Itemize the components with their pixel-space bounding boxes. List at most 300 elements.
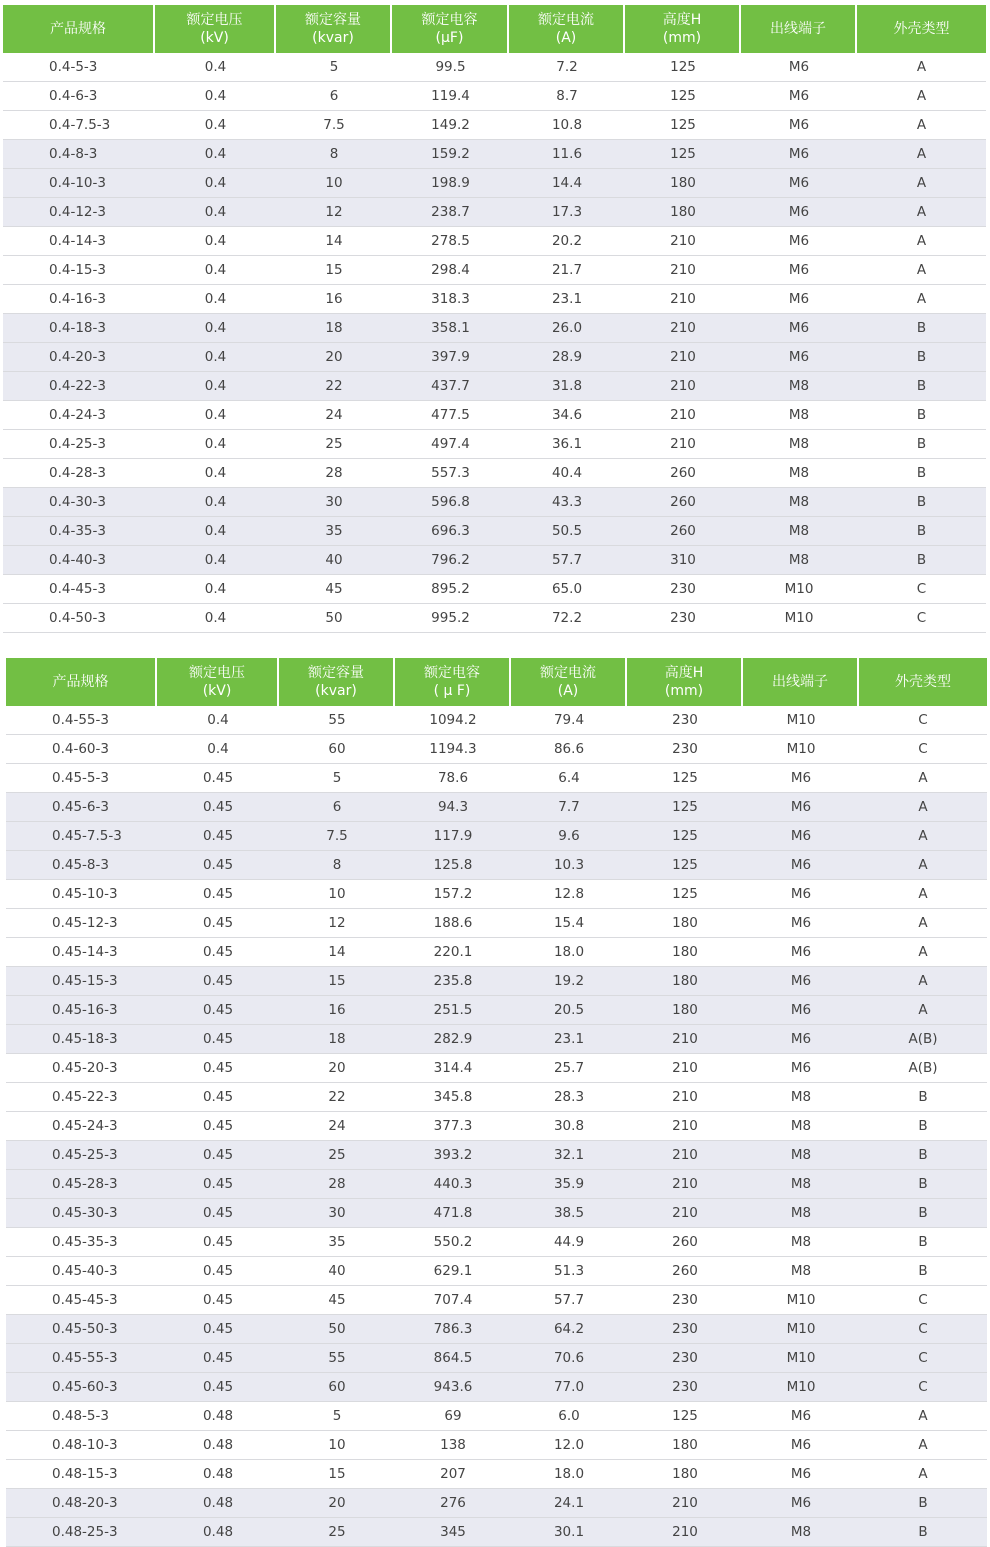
cell-housing: B xyxy=(857,488,986,517)
cell-height: 210 xyxy=(627,1170,743,1199)
cell-model: 0.48-20-3 xyxy=(6,1489,157,1518)
cell-capacitance: 995.2 xyxy=(392,604,509,633)
cell-housing: B xyxy=(857,314,986,343)
cell-housing: A xyxy=(857,53,986,82)
cell-current: 7.2 xyxy=(509,53,625,82)
cell-voltage: 0.4 xyxy=(155,82,276,111)
cell-terminal: M8 xyxy=(743,1083,859,1112)
cell-housing: B xyxy=(859,1141,987,1170)
cell-terminal: M6 xyxy=(741,140,857,169)
cell-voltage: 0.45 xyxy=(157,880,279,909)
table-row xyxy=(6,1460,987,1489)
cell-height: 260 xyxy=(627,1228,743,1257)
cell-terminal: M8 xyxy=(743,1518,859,1547)
cell-capacitance: 377.3 xyxy=(395,1112,511,1141)
cell-height: 230 xyxy=(627,706,743,735)
cell-capacitance: 440.3 xyxy=(395,1170,511,1199)
table-row xyxy=(3,343,986,372)
cell-capacity: 18 xyxy=(279,1025,395,1054)
cell-current: 50.5 xyxy=(509,517,625,546)
cell-capacity: 8 xyxy=(279,851,395,880)
cell-terminal: M8 xyxy=(741,459,857,488)
cell-housing: A xyxy=(859,1431,987,1460)
cell-capacitance: 188.6 xyxy=(395,909,511,938)
cell-housing: A xyxy=(859,909,987,938)
cell-height: 125 xyxy=(627,822,743,851)
cell-capacitance: 117.9 xyxy=(395,822,511,851)
cell-housing: A xyxy=(857,256,986,285)
cell-capacity: 5 xyxy=(276,53,392,82)
table-row xyxy=(3,517,986,546)
cell-capacity: 15 xyxy=(279,1460,395,1489)
cell-capacity: 22 xyxy=(279,1083,395,1112)
cell-housing: C xyxy=(859,1344,987,1373)
table-row xyxy=(6,793,987,822)
cell-voltage: 0.4 xyxy=(155,401,276,430)
cell-capacity: 45 xyxy=(276,575,392,604)
cell-model: 0.45-6-3 xyxy=(6,793,157,822)
cell-capacitance: 149.2 xyxy=(392,111,509,140)
cell-height: 125 xyxy=(625,82,741,111)
cell-voltage: 0.4 xyxy=(155,285,276,314)
cell-model: 0.45-45-3 xyxy=(6,1286,157,1315)
cell-capacity: 30 xyxy=(279,1199,395,1228)
header-model: 产品规格 xyxy=(3,5,155,53)
cell-current: 23.1 xyxy=(509,285,625,314)
table-row xyxy=(3,111,986,140)
table-row xyxy=(3,256,986,285)
cell-capacity: 25 xyxy=(276,430,392,459)
cell-capacity: 20 xyxy=(279,1489,395,1518)
cell-capacity: 7.5 xyxy=(276,111,392,140)
cell-capacitance: 707.4 xyxy=(395,1286,511,1315)
cell-terminal: M8 xyxy=(743,1257,859,1286)
cell-housing: A xyxy=(859,996,987,1025)
cell-current: 40.4 xyxy=(509,459,625,488)
cell-capacitance: 786.3 xyxy=(395,1315,511,1344)
cell-capacitance: 276 xyxy=(395,1489,511,1518)
table-row xyxy=(6,1054,987,1083)
cell-terminal: M8 xyxy=(743,1199,859,1228)
table-row xyxy=(3,314,986,343)
table-row xyxy=(6,996,987,1025)
cell-capacity: 5 xyxy=(279,764,395,793)
cell-current: 64.2 xyxy=(511,1315,627,1344)
cell-model: 0.45-15-3 xyxy=(6,967,157,996)
cell-model: 0.45-22-3 xyxy=(6,1083,157,1112)
cell-current: 15.4 xyxy=(511,909,627,938)
table-row xyxy=(6,1228,987,1257)
header-row xyxy=(3,5,986,53)
cell-current: 43.3 xyxy=(509,488,625,517)
cell-terminal: M6 xyxy=(741,256,857,285)
table-row xyxy=(6,1373,987,1402)
cell-capacitance: 78.6 xyxy=(395,764,511,793)
cell-housing: A(B) xyxy=(859,1054,987,1083)
cell-current: 57.7 xyxy=(509,546,625,575)
cell-capacitance: 207 xyxy=(395,1460,511,1489)
cell-capacitance: 629.1 xyxy=(395,1257,511,1286)
cell-terminal: M10 xyxy=(743,1315,859,1344)
cell-height: 260 xyxy=(625,459,741,488)
cell-voltage: 0.4 xyxy=(155,140,276,169)
cell-housing: A xyxy=(859,1402,987,1431)
cell-capacitance: 796.2 xyxy=(392,546,509,575)
cell-current: 36.1 xyxy=(509,430,625,459)
table-row xyxy=(3,140,986,169)
cell-capacitance: 138 xyxy=(395,1431,511,1460)
cell-voltage: 0.4 xyxy=(155,488,276,517)
cell-height: 310 xyxy=(625,546,741,575)
cell-capacity: 24 xyxy=(279,1112,395,1141)
cell-terminal: M10 xyxy=(741,575,857,604)
cell-capacitance: 345 xyxy=(395,1518,511,1547)
cell-height: 125 xyxy=(627,1402,743,1431)
table-row xyxy=(3,372,986,401)
cell-height: 180 xyxy=(627,1431,743,1460)
cell-voltage: 0.45 xyxy=(157,1344,279,1373)
cell-terminal: M6 xyxy=(741,285,857,314)
cell-current: 17.3 xyxy=(509,198,625,227)
cell-capacitance: 471.8 xyxy=(395,1199,511,1228)
cell-capacitance: 895.2 xyxy=(392,575,509,604)
cell-capacity: 40 xyxy=(276,546,392,575)
cell-voltage: 0.4 xyxy=(155,575,276,604)
cell-capacity: 14 xyxy=(279,938,395,967)
table-row xyxy=(3,401,986,430)
cell-capacitance: 397.9 xyxy=(392,343,509,372)
cell-capacity: 28 xyxy=(276,459,392,488)
cell-voltage: 0.45 xyxy=(157,1257,279,1286)
table-row xyxy=(6,1199,987,1228)
cell-housing: B xyxy=(859,1518,987,1547)
cell-housing: B xyxy=(857,372,986,401)
cell-housing: A xyxy=(857,82,986,111)
table-row xyxy=(3,459,986,488)
cell-capacitance: 198.9 xyxy=(392,169,509,198)
header-terminal: 出线端子 xyxy=(743,658,859,706)
table-row xyxy=(3,227,986,256)
cell-capacity: 7.5 xyxy=(279,822,395,851)
cell-terminal: M6 xyxy=(741,314,857,343)
cell-capacitance: 125.8 xyxy=(395,851,511,880)
cell-height: 180 xyxy=(625,169,741,198)
cell-voltage: 0.45 xyxy=(157,1083,279,1112)
cell-housing: B xyxy=(859,1228,987,1257)
cell-terminal: M6 xyxy=(743,851,859,880)
cell-terminal: M10 xyxy=(743,1286,859,1315)
cell-model: 0.4-25-3 xyxy=(3,430,155,459)
cell-capacity: 55 xyxy=(279,706,395,735)
cell-housing: B xyxy=(857,546,986,575)
cell-housing: A xyxy=(859,793,987,822)
cell-voltage: 0.45 xyxy=(157,1199,279,1228)
cell-height: 180 xyxy=(627,996,743,1025)
cell-terminal: M6 xyxy=(743,1402,859,1431)
cell-capacitance: 497.4 xyxy=(392,430,509,459)
cell-terminal: M6 xyxy=(743,938,859,967)
spec-table-2 xyxy=(6,658,987,1547)
cell-housing: A xyxy=(859,967,987,996)
cell-housing: A xyxy=(859,764,987,793)
cell-terminal: M6 xyxy=(743,793,859,822)
cell-capacitance: 238.7 xyxy=(392,198,509,227)
cell-terminal: M6 xyxy=(743,822,859,851)
cell-current: 34.6 xyxy=(509,401,625,430)
table-row xyxy=(3,53,986,82)
cell-capacitance: 696.3 xyxy=(392,517,509,546)
cell-housing: B xyxy=(859,1083,987,1112)
header-voltage: 额定电压 (kV) xyxy=(157,658,279,706)
cell-current: 9.6 xyxy=(511,822,627,851)
cell-model: 0.4-14-3 xyxy=(3,227,155,256)
cell-capacity: 45 xyxy=(279,1286,395,1315)
table-row xyxy=(6,764,987,793)
cell-height: 125 xyxy=(627,880,743,909)
cell-model: 0.4-20-3 xyxy=(3,343,155,372)
cell-capacitance: 69 xyxy=(395,1402,511,1431)
cell-model: 0.48-5-3 xyxy=(6,1402,157,1431)
cell-current: 20.5 xyxy=(511,996,627,1025)
cell-model: 0.45-30-3 xyxy=(6,1199,157,1228)
cell-current: 79.4 xyxy=(511,706,627,735)
cell-height: 210 xyxy=(625,401,741,430)
cell-current: 26.0 xyxy=(509,314,625,343)
cell-voltage: 0.45 xyxy=(157,938,279,967)
cell-current: 10.3 xyxy=(511,851,627,880)
header-capacity: 额定容量 (kvar) xyxy=(276,5,392,53)
cell-voltage: 0.45 xyxy=(157,1112,279,1141)
cell-housing: A xyxy=(859,822,987,851)
cell-model: 0.4-5-3 xyxy=(3,53,155,82)
table-body xyxy=(3,53,986,633)
cell-voltage: 0.45 xyxy=(157,1228,279,1257)
cell-voltage: 0.4 xyxy=(155,459,276,488)
table-row xyxy=(6,1344,987,1373)
cell-capacitance: 278.5 xyxy=(392,227,509,256)
cell-capacitance: 943.6 xyxy=(395,1373,511,1402)
cell-capacity: 10 xyxy=(276,169,392,198)
cell-model: 0.4-7.5-3 xyxy=(3,111,155,140)
table-row xyxy=(3,430,986,459)
cell-height: 230 xyxy=(625,575,741,604)
cell-current: 20.2 xyxy=(509,227,625,256)
cell-capacitance: 437.7 xyxy=(392,372,509,401)
cell-model: 0.45-55-3 xyxy=(6,1344,157,1373)
cell-voltage: 0.45 xyxy=(157,1054,279,1083)
cell-housing: A xyxy=(859,851,987,880)
cell-capacity: 24 xyxy=(276,401,392,430)
cell-capacity: 10 xyxy=(279,880,395,909)
table-row xyxy=(3,82,986,111)
header-housing: 外壳类型 xyxy=(859,658,987,706)
cell-height: 210 xyxy=(627,1112,743,1141)
cell-capacitance: 318.3 xyxy=(392,285,509,314)
cell-model: 0.48-25-3 xyxy=(6,1518,157,1547)
cell-current: 18.0 xyxy=(511,938,627,967)
cell-housing: A xyxy=(857,198,986,227)
cell-terminal: M10 xyxy=(743,735,859,764)
cell-housing: A xyxy=(857,111,986,140)
table-row xyxy=(3,285,986,314)
cell-housing: A xyxy=(859,880,987,909)
cell-capacity: 50 xyxy=(279,1315,395,1344)
cell-capacity: 25 xyxy=(279,1518,395,1547)
cell-height: 125 xyxy=(627,851,743,880)
cell-voltage: 0.4 xyxy=(155,546,276,575)
table-row xyxy=(6,1257,987,1286)
cell-current: 7.7 xyxy=(511,793,627,822)
cell-model: 0.45-60-3 xyxy=(6,1373,157,1402)
cell-housing: A xyxy=(857,285,986,314)
cell-voltage: 0.4 xyxy=(155,256,276,285)
table-row xyxy=(6,1431,987,1460)
cell-terminal: M6 xyxy=(743,1054,859,1083)
cell-voltage: 0.4 xyxy=(155,198,276,227)
table-row xyxy=(3,488,986,517)
cell-current: 11.6 xyxy=(509,140,625,169)
cell-height: 180 xyxy=(627,967,743,996)
cell-capacity: 14 xyxy=(276,227,392,256)
cell-terminal: M8 xyxy=(743,1112,859,1141)
table-row xyxy=(6,735,987,764)
cell-model: 0.45-50-3 xyxy=(6,1315,157,1344)
cell-terminal: M8 xyxy=(741,401,857,430)
cell-voltage: 0.45 xyxy=(157,1286,279,1315)
cell-capacitance: 94.3 xyxy=(395,793,511,822)
cell-voltage: 0.45 xyxy=(157,909,279,938)
cell-voltage: 0.4 xyxy=(155,517,276,546)
cell-terminal: M10 xyxy=(743,706,859,735)
cell-height: 210 xyxy=(627,1054,743,1083)
cell-terminal: M6 xyxy=(743,1431,859,1460)
cell-height: 230 xyxy=(627,1373,743,1402)
cell-capacitance: 550.2 xyxy=(395,1228,511,1257)
cell-model: 0.45-10-3 xyxy=(6,880,157,909)
table-row xyxy=(6,909,987,938)
cell-terminal: M6 xyxy=(741,198,857,227)
cell-terminal: M8 xyxy=(741,488,857,517)
cell-voltage: 0.4 xyxy=(155,169,276,198)
cell-housing: C xyxy=(859,1286,987,1315)
cell-housing: C xyxy=(857,575,986,604)
cell-current: 30.8 xyxy=(511,1112,627,1141)
cell-height: 180 xyxy=(627,909,743,938)
table-row xyxy=(6,967,987,996)
cell-capacitance: 314.4 xyxy=(395,1054,511,1083)
cell-current: 35.9 xyxy=(511,1170,627,1199)
cell-housing: B xyxy=(859,1170,987,1199)
cell-height: 125 xyxy=(627,764,743,793)
cell-housing: C xyxy=(857,604,986,633)
cell-model: 0.45-18-3 xyxy=(6,1025,157,1054)
cell-height: 210 xyxy=(627,1141,743,1170)
cell-capacitance: 282.9 xyxy=(395,1025,511,1054)
cell-height: 125 xyxy=(625,53,741,82)
header-voltage: 额定电压 (kV) xyxy=(155,5,276,53)
cell-housing: A(B) xyxy=(859,1025,987,1054)
cell-terminal: M6 xyxy=(743,1025,859,1054)
cell-height: 230 xyxy=(627,1344,743,1373)
cell-height: 210 xyxy=(625,430,741,459)
cell-current: 24.1 xyxy=(511,1489,627,1518)
table-row xyxy=(6,938,987,967)
cell-capacitance: 235.8 xyxy=(395,967,511,996)
cell-current: 8.7 xyxy=(509,82,625,111)
cell-current: 19.2 xyxy=(511,967,627,996)
table-row xyxy=(6,1025,987,1054)
table-row xyxy=(6,1083,987,1112)
cell-voltage: 0.48 xyxy=(157,1518,279,1547)
header-height: 高度H (mm) xyxy=(625,5,741,53)
cell-current: 44.9 xyxy=(511,1228,627,1257)
cell-terminal: M6 xyxy=(741,343,857,372)
cell-terminal: M6 xyxy=(743,764,859,793)
cell-capacity: 50 xyxy=(276,604,392,633)
cell-capacity: 10 xyxy=(279,1431,395,1460)
cell-housing: C xyxy=(859,706,987,735)
cell-model: 0.45-35-3 xyxy=(6,1228,157,1257)
cell-model: 0.48-10-3 xyxy=(6,1431,157,1460)
cell-model: 0.4-28-3 xyxy=(3,459,155,488)
cell-model: 0.4-10-3 xyxy=(3,169,155,198)
cell-capacity: 18 xyxy=(276,314,392,343)
header-capacity: 额定容量 (kvar) xyxy=(279,658,395,706)
header-current: 额定电流 (A) xyxy=(509,5,625,53)
cell-model: 0.4-40-3 xyxy=(3,546,155,575)
cell-height: 180 xyxy=(625,198,741,227)
cell-voltage: 0.4 xyxy=(155,604,276,633)
cell-capacitance: 596.8 xyxy=(392,488,509,517)
cell-capacity: 28 xyxy=(279,1170,395,1199)
table-row xyxy=(6,1402,987,1431)
cell-model: 0.45-20-3 xyxy=(6,1054,157,1083)
cell-voltage: 0.4 xyxy=(155,53,276,82)
spec-table-1 xyxy=(3,5,986,633)
cell-capacity: 22 xyxy=(276,372,392,401)
cell-model: 0.4-55-3 xyxy=(6,706,157,735)
cell-terminal: M6 xyxy=(743,1489,859,1518)
cell-model: 0.45-12-3 xyxy=(6,909,157,938)
cell-terminal: M8 xyxy=(741,517,857,546)
cell-housing: B xyxy=(857,401,986,430)
cell-capacity: 40 xyxy=(279,1257,395,1286)
cell-terminal: M8 xyxy=(741,546,857,575)
cell-height: 210 xyxy=(627,1083,743,1112)
cell-terminal: M10 xyxy=(743,1344,859,1373)
table-row xyxy=(6,880,987,909)
cell-current: 38.5 xyxy=(511,1199,627,1228)
cell-capacity: 60 xyxy=(279,735,395,764)
cell-model: 0.45-28-3 xyxy=(6,1170,157,1199)
cell-current: 25.7 xyxy=(511,1054,627,1083)
cell-capacitance: 159.2 xyxy=(392,140,509,169)
cell-height: 210 xyxy=(625,285,741,314)
table-row xyxy=(3,604,986,633)
cell-housing: B xyxy=(857,430,986,459)
header-current: 额定电流 (A) xyxy=(511,658,627,706)
table-row xyxy=(3,198,986,227)
cell-height: 210 xyxy=(627,1518,743,1547)
cell-capacity: 55 xyxy=(279,1344,395,1373)
header-terminal: 出线端子 xyxy=(741,5,857,53)
table-row xyxy=(3,546,986,575)
header-capacitance: 额定电容 ( μ F) xyxy=(395,658,511,706)
cell-capacitance: 99.5 xyxy=(392,53,509,82)
cell-voltage: 0.4 xyxy=(155,430,276,459)
header-height: 高度H (mm) xyxy=(627,658,743,706)
table-row xyxy=(6,706,987,735)
